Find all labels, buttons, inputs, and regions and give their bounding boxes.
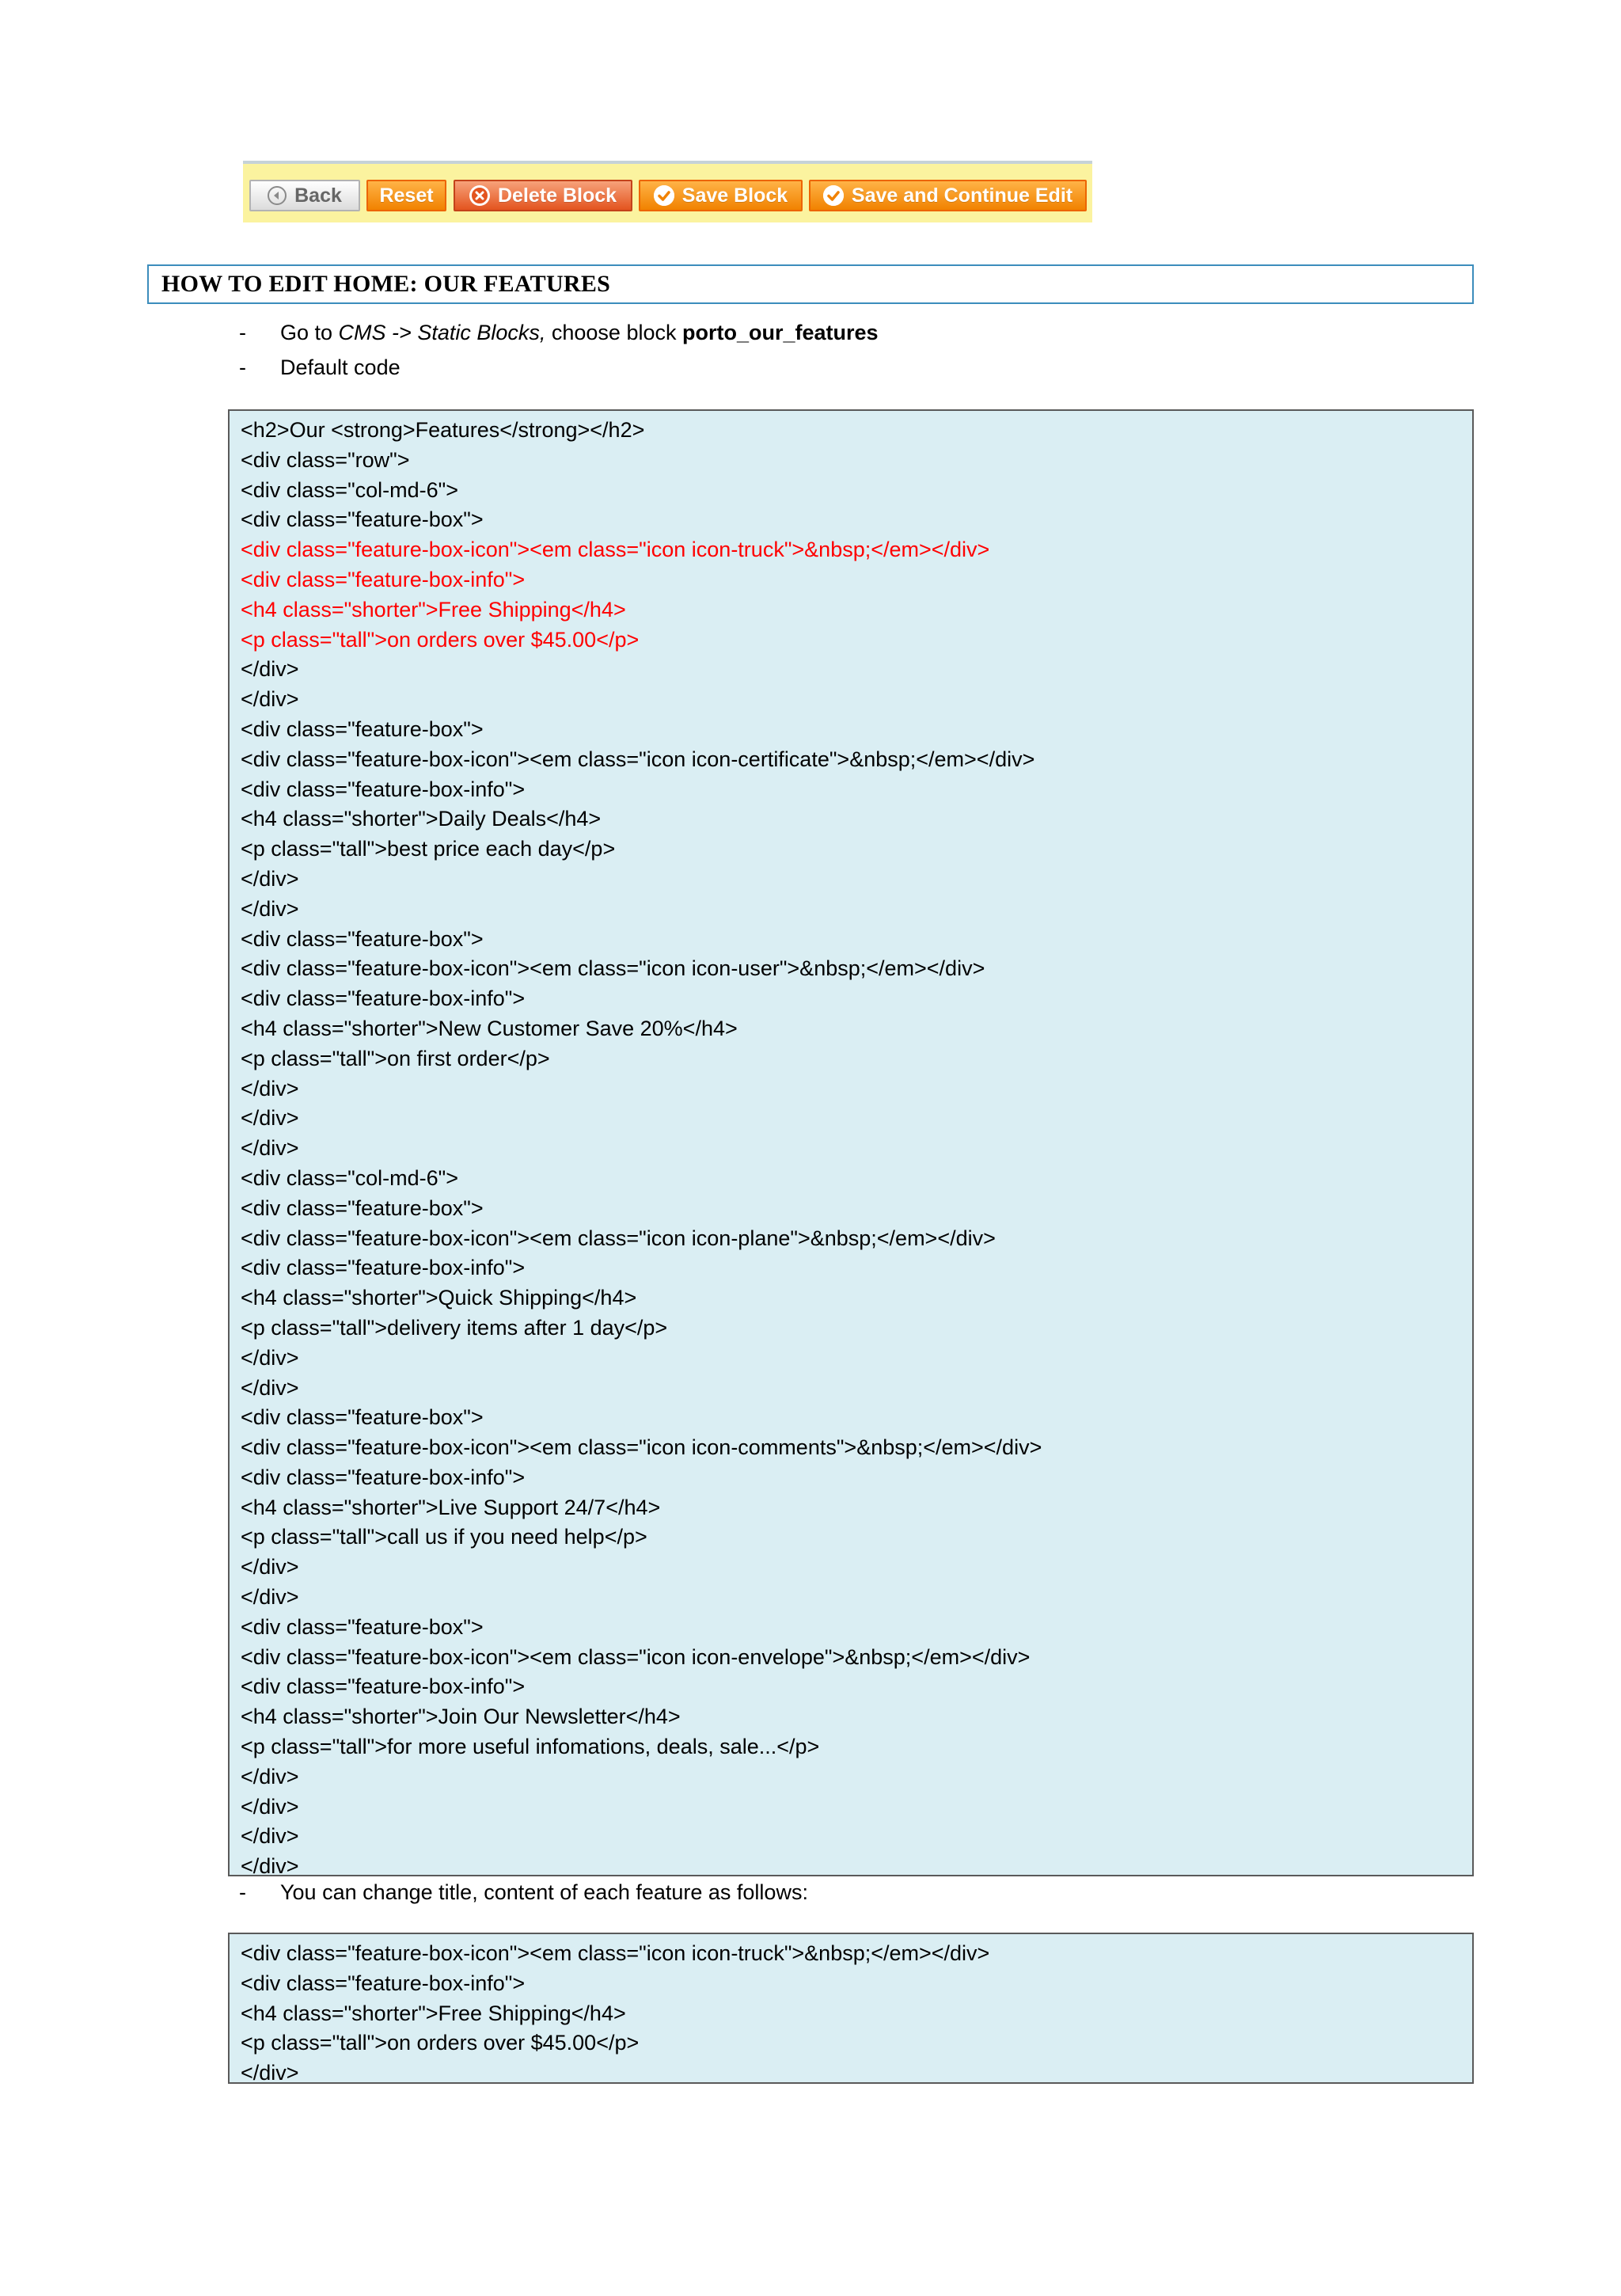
code-line: <div class="feature-box-icon"><em class="icon icon-truck">&nbsp;</em></div>: [241, 1941, 990, 1965]
delete-block-button-label: Delete Block: [497, 184, 617, 207]
step1-block-name: porto_our_features: [681, 321, 879, 344]
code-line: <div class="feature-box-info">: [241, 567, 526, 591]
code-line: <div class="row">: [241, 447, 410, 472]
code-line: <p class="tall">call us if you need help</p>: [241, 1525, 647, 1549]
code-line: </div>: [241, 1764, 299, 1789]
code-line: </div>: [241, 1076, 299, 1100]
code-line: <div class="feature-box-icon"><em class="icon icon-truck">&nbsp;</em></div>: [241, 538, 990, 562]
code-line: <div class="feature-box-info">: [241, 986, 526, 1011]
save-and-continue-edit-button[interactable]: [809, 180, 1087, 211]
reset-button[interactable]: [366, 180, 446, 211]
code-line: </div>: [241, 2061, 299, 2085]
code-line: <div class="feature-box">: [241, 1614, 484, 1639]
code-line: <div class="feature-box-info">: [241, 1971, 526, 1995]
save-block-button-label: Save Block: [681, 184, 788, 207]
code-line: <h4 class="shorter">Daily Deals</h4>: [241, 807, 602, 831]
code-line: </div>: [241, 657, 299, 682]
reset-button-label: Reset: [379, 184, 434, 207]
back-button-label: Back: [294, 184, 342, 207]
code-line: <div class="col-md-6">: [241, 477, 459, 502]
bullet-dash: -: [239, 321, 246, 344]
instruction-step-2-text: Default code: [280, 355, 401, 379]
code-line: </div>: [241, 1585, 299, 1610]
code-line: <div class="feature-box-info">: [241, 1256, 526, 1280]
code-line: <div class="feature-box-icon"><em class="icon icon-comments">&nbsp;</em></div>: [241, 1435, 1042, 1460]
delete-block-button[interactable]: [454, 180, 632, 211]
code-line: </div>: [241, 1136, 299, 1161]
save-block-button[interactable]: [639, 180, 803, 211]
code-line: <p class="tall">for more useful infomations, deals, sale...</p>: [241, 1735, 820, 1759]
code-line: <h4 class="shorter">Join Our Newsletter</h4>: [241, 1705, 681, 1729]
code-line: <div class="col-md-6">: [241, 1165, 459, 1190]
bullet-dash: -: [239, 1880, 246, 1904]
code-line: <p class="tall">best price each day</p>: [241, 837, 616, 861]
code-line: </div>: [241, 1794, 299, 1819]
code-line: </div>: [241, 1854, 299, 1879]
step1-arrow: ->: [385, 321, 418, 344]
section-heading: HOW TO EDIT HOME: OUR FEATURES: [147, 264, 1474, 304]
check-circle-icon: [823, 185, 844, 206]
code-line: </div>: [241, 1375, 299, 1400]
code-line: </div>: [241, 1106, 299, 1131]
step1-path-static-blocks: Static Blocks,: [417, 321, 546, 344]
code-line: <h4 class="shorter">Quick Shipping</h4>: [241, 1286, 637, 1310]
step1-prefix: Go to: [280, 321, 339, 344]
code-line: </div>: [241, 687, 299, 712]
code-line: <div class="feature-box-icon"><em class="icon icon-envelope">&nbsp;</em></div>: [241, 1644, 1031, 1669]
code-line: </div>: [241, 866, 299, 891]
code-line: <div class="feature-box-info">: [241, 1674, 526, 1699]
example-code-block: [228, 1933, 1474, 2084]
code-line: </div>: [241, 1824, 299, 1849]
bullet-dash: -: [239, 355, 246, 379]
code-line: </div>: [241, 1345, 299, 1370]
code-line: <div class="feature-box">: [241, 1405, 484, 1430]
code-line: <div class="feature-box-icon"><em class="icon icon-certificate">&nbsp;</em></div>: [241, 747, 1035, 771]
code-line: <div class="feature-box">: [241, 1196, 484, 1220]
code-line: <p class="tall">on first order</p>: [241, 1046, 550, 1070]
instruction-step-1-text: [280, 318, 879, 347]
code-line: <p class="tall">delivery items after 1 day</p>: [241, 1315, 668, 1340]
code-line: <h4 class="shorter">New Customer Save 20%</h4>: [241, 1016, 738, 1040]
back-button[interactable]: [249, 180, 360, 211]
code-line: <div class="feature-box-icon"><em class="icon icon-plane">&nbsp;</em></div>: [241, 1226, 996, 1250]
code-line: <div class="feature-box-icon"><em class="icon icon-user">&nbsp;</em></div>: [241, 956, 985, 981]
instruction-step-3-text: You can change title, content of each feature as follows:: [280, 1880, 808, 1904]
code-line: <h4 class="shorter">Free Shipping</h4>: [241, 597, 626, 622]
delete-circle-icon: [469, 185, 490, 206]
code-line: <div class="feature-box">: [241, 926, 484, 951]
code-line: </div>: [241, 896, 299, 921]
code-line: <div class="feature-box-info">: [241, 777, 526, 801]
code-line: <div class="feature-box">: [241, 717, 484, 741]
code-line: </div>: [241, 1555, 299, 1579]
code-line: <p class="tall">on orders over $45.00</p>: [241, 627, 640, 652]
code-line: <p class="tall">on orders over $45.00</p>: [241, 2031, 640, 2055]
step1-path-cms: CMS: [338, 321, 386, 344]
code-line: <div class="feature-box">: [241, 507, 484, 532]
code-line: <h4 class="shorter">Free Shipping</h4>: [241, 2001, 626, 2025]
step1-middle: choose block: [545, 321, 682, 344]
action-toolbar: [243, 161, 1092, 222]
default-code-block: [228, 409, 1474, 1879]
code-line: <h2>Our <strong>Features</strong></h2>: [241, 418, 645, 442]
code-line: <div class="feature-box-info">: [241, 1465, 526, 1489]
save-and-continue-edit-button-label: Save and Continue Edit: [851, 184, 1073, 207]
back-arrow-icon: [268, 186, 287, 205]
code-line: <h4 class="shorter">Live Support 24/7</h4>: [241, 1495, 661, 1519]
check-circle-icon: [654, 185, 674, 206]
